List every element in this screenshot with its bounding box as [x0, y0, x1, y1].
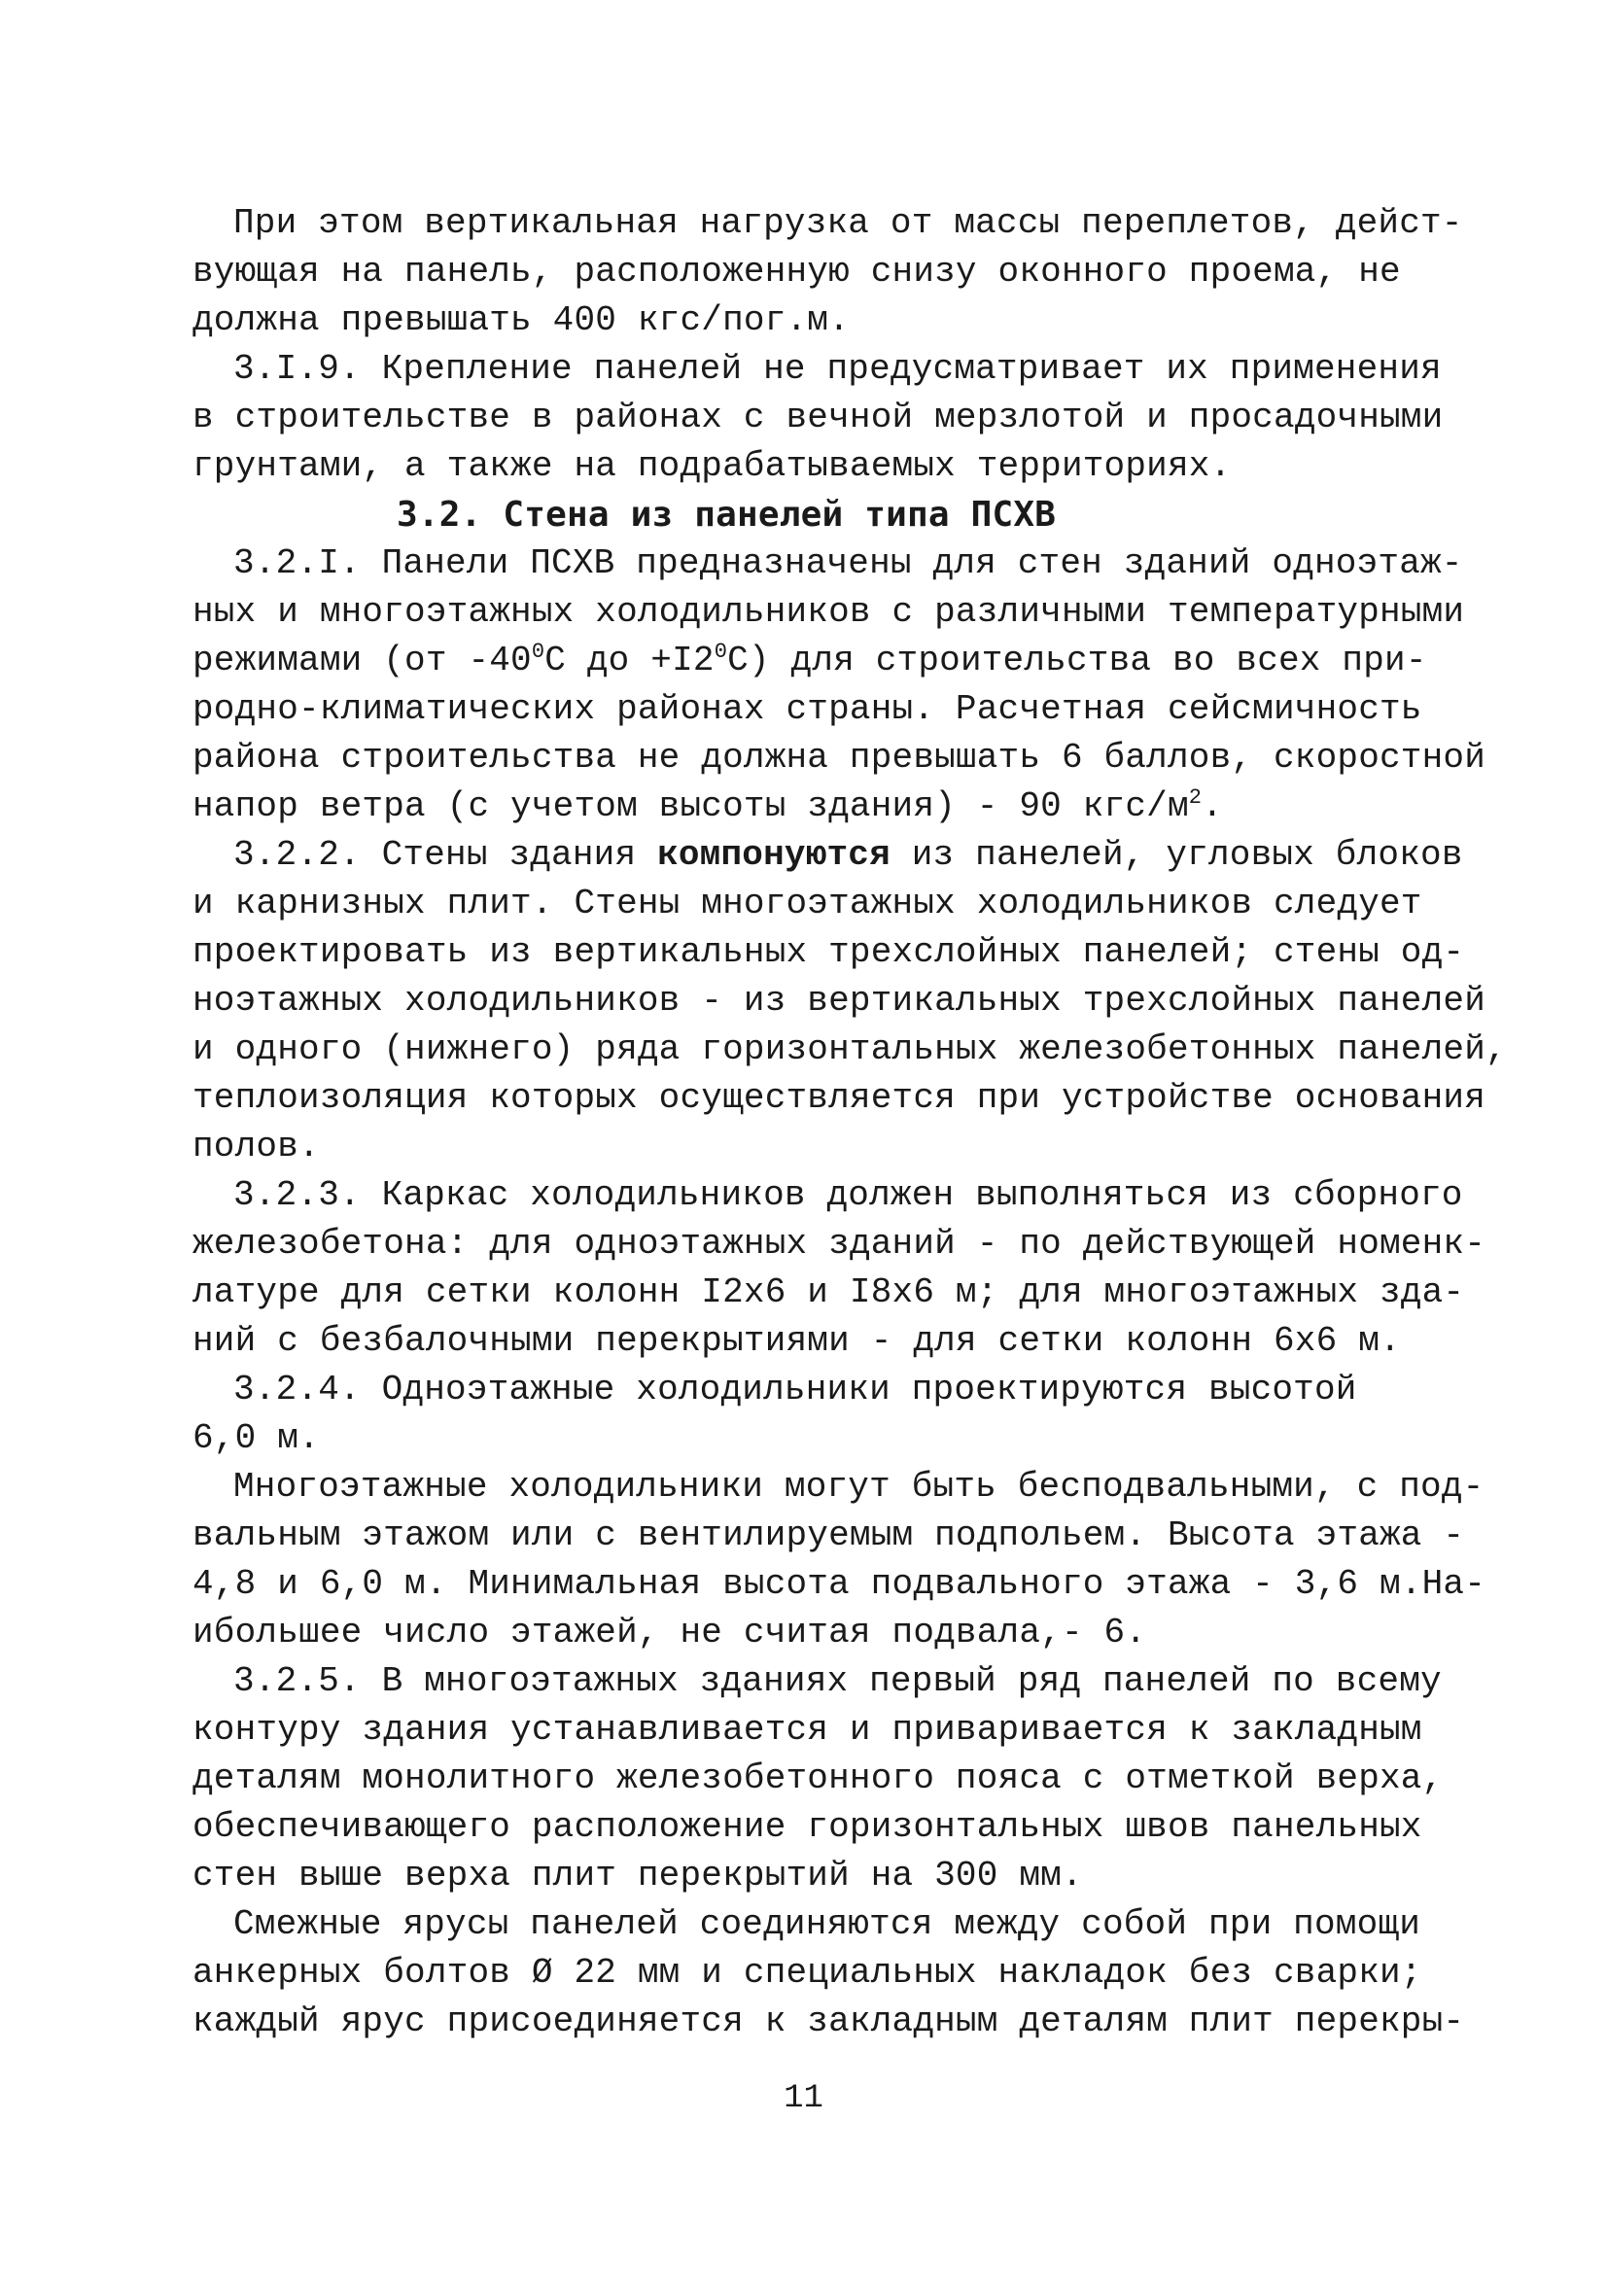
- text-line: ний с безбалочными перекрытиями - для сетки колонн 6х6 м.: [192, 1321, 1401, 1361]
- text-line: вальным этажом или с вентилируемым подпольем. Высота этажа -: [192, 1515, 1465, 1555]
- text-line: 3.2.5. В многоэтажных зданиях первый ряд панелей по всему: [233, 1661, 1442, 1701]
- text-line: родно-климатических районах страны. Расчетная сейсмичность: [192, 689, 1422, 729]
- text-line: 3.2.3. Каркас холодильников должен выполняться из сборного: [233, 1175, 1463, 1215]
- paragraph-multistorey: [192, 1463, 1486, 1657]
- text-line: ных и многоэтажных холодильников с различными температурными: [192, 592, 1465, 632]
- text-line: района строительства не должна превышать 6 баллов, скоростной: [192, 738, 1486, 778]
- text-line: полов.: [192, 1127, 320, 1166]
- text-line: стен выше верха плит перекрытий на 300 мм.: [192, 1856, 1083, 1896]
- text-line: каждый ярус присоединяется к закладным деталям плит перекры-: [192, 2001, 1465, 2041]
- text-run: напор ветра (с учетом высоты здания) - 90 кгс/м: [192, 786, 1189, 826]
- text-line: 3.I.9. Крепление панелей не предусматривает их применения: [233, 349, 1442, 389]
- superscript: 2: [1188, 785, 1203, 810]
- text-line: и карнизных плит. Стены многоэтажных холодильников следует: [192, 884, 1422, 923]
- paragraph-3-2-4: [192, 1366, 1456, 1463]
- text-line: грунтами, а также на подрабатываемых территориях.: [192, 446, 1232, 486]
- text-line: вующая на панель, расположенную снизу оконного проема, не: [192, 252, 1401, 292]
- bold-term: компонуются: [657, 835, 891, 875]
- text-run: 3.2.2. Стены здания: [233, 835, 658, 875]
- text-line: деталям монолитного железобетонного пояса с отметкой верха,: [192, 1758, 1444, 1798]
- text-line: теплоизоляция которых осуществляется при устройстве основания: [192, 1078, 1486, 1118]
- text-run: из панелей, угловых блоков: [890, 835, 1463, 875]
- text-line: в строительстве в районах с вечной мерзлотой и просадочными: [192, 398, 1444, 437]
- text-line: и одного (нижнего) ряда горизонтальных железобетонных панелей,: [192, 1029, 1507, 1069]
- paragraph-3-2-5: [192, 1657, 1456, 1900]
- text-line: анкерных болтов Ø 22 мм и специальных накладок без сварки;: [192, 1953, 1422, 1993]
- text-body: [192, 199, 1507, 2046]
- paragraph-3-1-9: [192, 345, 1456, 491]
- text-line: ноэтажных холодильников - из вертикальных трехслойных панелей: [192, 981, 1486, 1021]
- text-run: С) для строительства во всех при-: [727, 641, 1427, 680]
- text-line: [192, 783, 1456, 831]
- text-line: [192, 831, 1463, 880]
- text-line: 3.2.I. Панели ПСХВ предназначены для стен зданий одноэтаж-: [233, 543, 1463, 583]
- text-line: 3.2.4. Одноэтажные холодильники проектируются высотой: [233, 1370, 1357, 1409]
- text-line: 4,8 и 6,0 м. Минимальная высота подвального этажа - 3,6 м.На-: [192, 1564, 1486, 1604]
- text-line: должна превышать 400 кгс/пог.м.: [192, 300, 850, 340]
- text-line: При этом вертикальная нагрузка от массы переплетов, дейст-: [233, 203, 1463, 243]
- text-line: железобетона: для одноэтажных зданий - по действующей номенк-: [192, 1224, 1486, 1264]
- paragraph-3-2-3: [192, 1171, 1486, 1366]
- section-heading: 3.2. Стена из панелей типа ПСХВ: [397, 495, 1057, 535]
- paragraph-3-2-2: [192, 831, 1507, 1171]
- page-number: 11: [784, 2080, 823, 2117]
- text-line: 6,0 м.: [192, 1418, 320, 1458]
- paragraph-3-2-1: [192, 539, 1486, 831]
- text-run: С до +I2: [544, 641, 715, 680]
- text-run: режимами (от -40: [192, 641, 532, 680]
- text-line: Многоэтажные холодильники могут быть бесподвальными, с под-: [233, 1467, 1485, 1507]
- superscript: 0: [531, 640, 545, 664]
- text-line: обеспечивающего расположение горизонтальных швов панельных: [192, 1807, 1422, 1847]
- paragraph-intro: [192, 199, 1463, 345]
- text-line: проектировать из вертикальных трехслойных панелей; стены од-: [192, 932, 1465, 972]
- text-line: Смежные ярусы панелей соединяются между собой при помощи: [233, 1904, 1420, 1944]
- text-line: латуре для сетки колонн I2х6 и I8х6 м; для многоэтажных зда-: [192, 1272, 1465, 1312]
- paragraph-tiers: [192, 1900, 1465, 2046]
- text-line: контуру здания устанавливается и приваривается к закладным: [192, 1710, 1422, 1750]
- superscript: 0: [714, 640, 728, 664]
- text-run: .: [1202, 786, 1223, 826]
- text-line: ибольшее число этажей, не считая подвала,- 6.: [192, 1613, 1147, 1652]
- text-line: [192, 637, 1456, 685]
